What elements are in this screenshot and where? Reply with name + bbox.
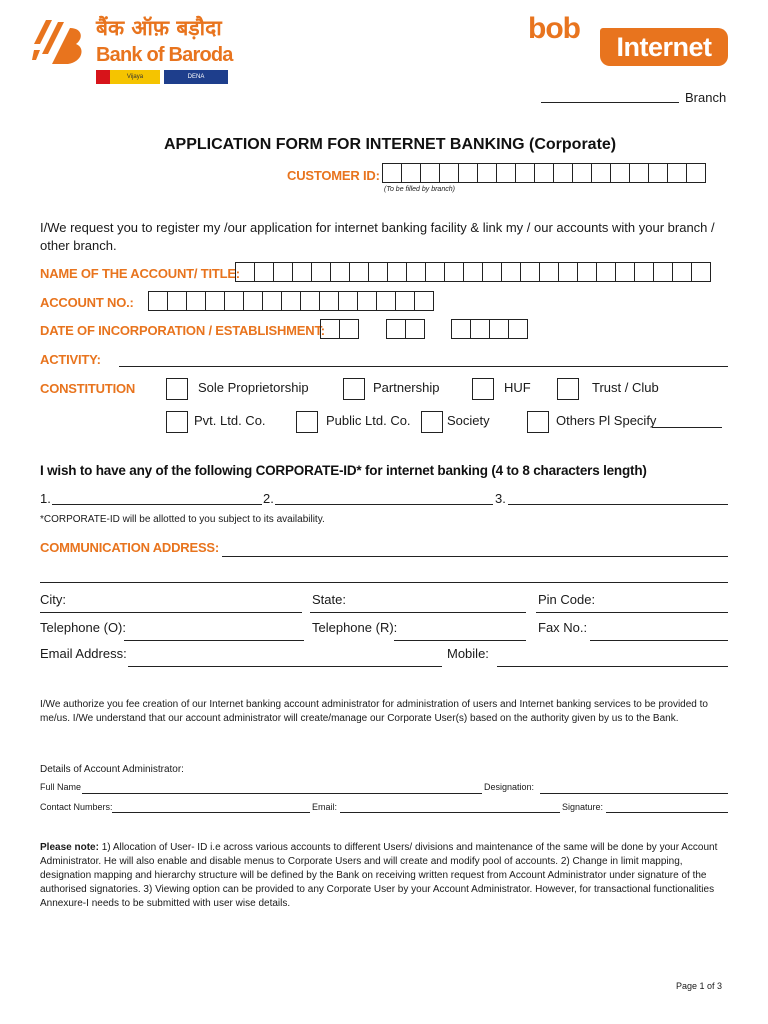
admin-email-line[interactable]: [340, 812, 560, 813]
others-label: Others Pl Specify: [556, 413, 657, 428]
city-line[interactable]: [40, 612, 302, 613]
address-line-2[interactable]: [40, 582, 728, 583]
huf-checkbox[interactable]: [472, 378, 494, 400]
bank-of-baroda-logo-icon: [30, 14, 88, 72]
bank-name-english: Bank of Baroda: [96, 44, 233, 66]
trust-club-label: Trust / Club: [592, 380, 659, 395]
telephone-residence-line[interactable]: [394, 640, 526, 641]
pvt-ltd-label: Pvt. Ltd. Co.: [194, 413, 266, 428]
telephone-office-line[interactable]: [124, 640, 304, 641]
account-number-label: ACCOUNT NO.:: [40, 295, 134, 310]
state-label: State:: [312, 592, 346, 607]
account-name-label: NAME OF THE ACCOUNT/ TITLE:: [40, 266, 240, 281]
pvt-ltd-checkbox[interactable]: [166, 411, 188, 433]
corporate-id-1-label: 1.: [40, 491, 51, 506]
page-number: Page 1 of 3: [676, 981, 723, 991]
mobile-line[interactable]: [497, 666, 728, 667]
society-label: Society: [447, 413, 490, 428]
corporate-id-2-label: 2.: [263, 491, 274, 506]
designation-label: Designation:: [484, 782, 535, 792]
admin-email-label: Email:: [312, 802, 338, 812]
date-month-boxes[interactable]: [386, 319, 424, 339]
merger-badge-blue: DENA: [164, 70, 228, 84]
huf-label: HUF: [504, 380, 531, 395]
corporate-id-3-label: 3.: [495, 491, 506, 506]
form-title: APPLICATION FORM FOR INTERNET BANKING (Corporate): [164, 136, 617, 153]
pin-code-line[interactable]: [536, 612, 728, 613]
email-address-line[interactable]: [128, 666, 442, 667]
please-note-paragraph: [40, 841, 730, 911]
email-address-label: Email Address:: [40, 646, 127, 661]
signature-label: Signature:: [562, 802, 604, 812]
date-day-boxes[interactable]: [320, 319, 358, 339]
trust-club-checkbox[interactable]: [557, 378, 579, 400]
communication-address-label: COMMUNICATION ADDRESS:: [40, 540, 220, 555]
others-specify-line[interactable]: [652, 427, 722, 428]
please-note-label: Please note:: [40, 842, 99, 853]
telephone-residence-label: Telephone (R):: [312, 620, 398, 635]
merger-badge-red: [96, 70, 110, 84]
bob-brand-text: bob: [528, 12, 580, 45]
corporate-id-note: *CORPORATE-ID will be allotted to you subject to its availability.: [40, 514, 325, 525]
state-line[interactable]: [310, 612, 526, 613]
full-name-label: Full Name: [40, 782, 82, 792]
sole-proprietorship-checkbox[interactable]: [166, 378, 188, 400]
account-number-boxes[interactable]: [148, 291, 433, 311]
city-label: City:: [40, 592, 66, 607]
public-ltd-label: Public Ltd. Co.: [326, 413, 411, 428]
customer-id-boxes[interactable]: [382, 163, 705, 183]
please-note-text: 1) Allocation of User- ID i.e across various accounts to different Users/ divisions and maintenance of the same will be done by your Account Administrator. He will also enable and disable menus to Corporate Users and will create and modify pool of accounts. 2) Change in limit mapping, designation mapping and hierarchy structure will be defined by the Bank on receiving written request from Account Administrator under signature of the authorised signatories. 3) Viewing option can be provided to any Corporate User by your Account Administrator. However, for transactional functionalities Annexure-I needs to be submitted with user wise details.: [40, 842, 718, 909]
telephone-office-label: Telephone (O):: [40, 620, 126, 635]
corporate-id-heading: I wish to have any of the following CORPORATE-ID* for internet banking (4 to 8 characters length): [40, 463, 647, 478]
merger-badge-yellow: Vijaya: [110, 70, 160, 84]
account-name-boxes[interactable]: [235, 262, 710, 282]
mobile-label: Mobile:: [447, 646, 489, 661]
activity-label: ACTIVITY:: [40, 352, 101, 367]
partnership-checkbox[interactable]: [343, 378, 365, 400]
society-checkbox[interactable]: [421, 411, 443, 433]
fax-label: Fax No.:: [538, 620, 588, 635]
fax-line[interactable]: [590, 640, 728, 641]
partnership-label: Partnership: [373, 380, 440, 395]
branch-label: Branch: [685, 90, 727, 105]
intro-text: I/We request you to register my /our application for internet banking facility & link my / our accounts with your branch / other branch.: [40, 220, 715, 253]
date-year-boxes[interactable]: [451, 319, 527, 339]
authorization-text: I/We authorize you fee creation of our Internet banking account administrator for administration of users and Internet banking services to be provided to me/us. I/We understand that our account administrator will create/manage our Corporate User(s) based on the authority given by us to the Bank.: [40, 699, 708, 724]
pin-code-label: Pin Code:: [538, 592, 596, 607]
bank-name-hindi: बैंक ऑफ़ बड़ौदा: [96, 16, 222, 40]
activity-line[interactable]: [119, 366, 728, 367]
customer-id-note: (To be filled by branch): [384, 186, 455, 193]
others-checkbox[interactable]: [527, 411, 549, 433]
customer-id-label: CUSTOMER ID:: [287, 168, 380, 183]
constitution-label: CONSTITUTION: [40, 381, 136, 396]
branch-line[interactable]: [541, 102, 679, 103]
incorporation-date-label: DATE OF INCORPORATION / ESTABLISHMENT:: [40, 323, 325, 338]
internet-brand-badge: Internet: [600, 28, 728, 66]
corporate-id-1-line[interactable]: [52, 504, 262, 505]
admin-details-heading: Details of Account Administrator:: [40, 764, 184, 775]
designation-line[interactable]: [540, 793, 728, 794]
contact-numbers-label: Contact Numbers:: [40, 802, 113, 812]
signature-line[interactable]: [606, 812, 728, 813]
contact-numbers-line[interactable]: [112, 812, 310, 813]
corporate-id-2-line[interactable]: [275, 504, 493, 505]
full-name-line[interactable]: [82, 793, 482, 794]
public-ltd-checkbox[interactable]: [296, 411, 318, 433]
corporate-id-3-line[interactable]: [508, 504, 728, 505]
address-line-1[interactable]: [222, 556, 728, 557]
sole-proprietorship-label: Sole Proprietorship: [198, 380, 309, 395]
